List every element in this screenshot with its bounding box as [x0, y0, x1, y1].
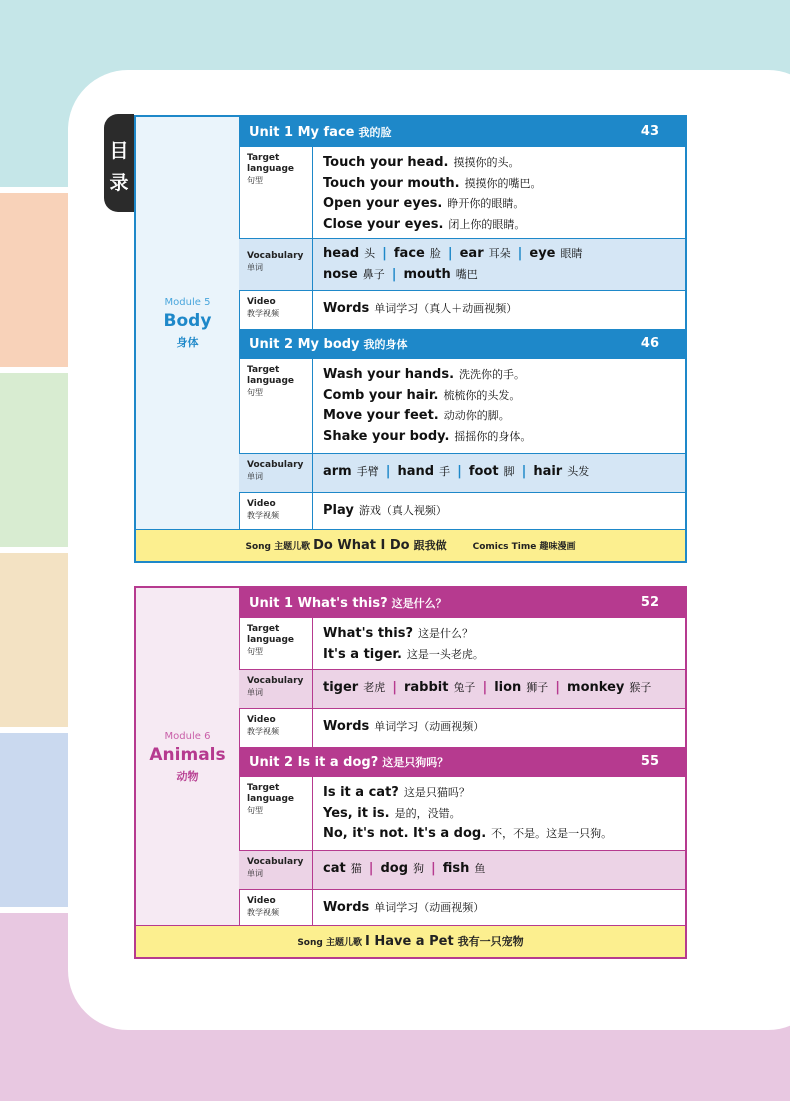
vocab-word-zh: 狗	[413, 862, 424, 875]
vocabulary-row	[239, 851, 685, 890]
vocab-word: mouth	[403, 266, 451, 282]
vocab-separator: |	[555, 680, 561, 695]
band-divider	[0, 907, 70, 913]
sentence: Open your eyes.	[323, 196, 443, 211]
vocab-word: tiger	[323, 680, 359, 695]
song-label: Song 主题儿歌	[245, 542, 311, 552]
sentence-zh: 动动你的脚。	[443, 409, 510, 422]
contents-tab-char: 录	[109, 172, 129, 194]
vocab-word-zh: 头发	[567, 465, 590, 478]
row-label-zh: 单词	[247, 263, 263, 272]
vocab-separator: |	[447, 246, 453, 261]
row-label-zh: 句型	[247, 806, 263, 815]
sentence: It's a tiger.	[323, 646, 402, 662]
vocab-word-zh: 鱼	[474, 862, 486, 875]
row-label-zh: 教学视频	[247, 727, 279, 736]
vocab-word-zh: 猴子	[629, 681, 652, 694]
song-bar	[136, 925, 685, 957]
vocab-separator: |	[382, 246, 387, 261]
unit-title-zh: 这是只狗吗？	[382, 756, 449, 769]
row-label-zh: 教学视频	[247, 511, 279, 520]
row-label-zh: 教学视频	[247, 908, 279, 917]
unit-header[interactable]	[239, 117, 685, 147]
vocab-word-zh: 脚	[503, 465, 515, 478]
sentence: Move your feet.	[323, 408, 439, 423]
video-title-zh: 单词学习（动画视频）	[374, 720, 485, 733]
vocab-word: cat	[323, 861, 346, 876]
unit-header[interactable]	[239, 588, 685, 618]
vocab-word: face	[393, 246, 425, 261]
sentence: No, it's not. It's a dog.	[323, 826, 487, 841]
video-title-zh: 单词学习（动画视频）	[374, 901, 485, 914]
vocab-word: eye	[529, 246, 556, 261]
video-title-zh: 单词学习（真人＋动画视频）	[374, 302, 518, 315]
target-language-row	[239, 618, 685, 670]
sentence-zh: 这是一头老虎。	[406, 647, 484, 661]
video-row	[239, 890, 685, 928]
vocabulary-row	[239, 670, 685, 709]
sentence-zh: 这是只猫吗？	[403, 786, 470, 799]
target-language-row	[239, 777, 685, 851]
sentence-zh: 洗洗你的手。	[459, 368, 526, 381]
vocab-separator: |	[385, 464, 391, 479]
sentence-zh: 这是什么？	[418, 627, 474, 640]
band-divider	[0, 727, 70, 733]
vocab-word: ear	[459, 246, 484, 261]
module-name-zh: 动物	[176, 770, 199, 783]
row-label: Vocabulary	[247, 857, 304, 867]
vocab-separator: |	[368, 861, 374, 876]
vocabulary-row	[239, 239, 685, 291]
contents-tab	[104, 114, 134, 212]
unit-page-number: 52	[640, 595, 659, 610]
unit-page-number: 55	[640, 754, 659, 769]
module-name: Body	[163, 311, 212, 331]
sentence: Comb your hair.	[323, 387, 439, 403]
row-label: Target language	[247, 153, 295, 174]
row-label: Target language	[247, 624, 295, 645]
song-label: Song 主题儿歌	[297, 938, 362, 948]
video-row	[239, 709, 685, 747]
vocab-word-zh: 脸	[429, 247, 441, 260]
vocab-word-zh: 头	[364, 247, 376, 260]
video-row	[239, 493, 685, 531]
vocab-word-zh: 眼睛	[560, 247, 583, 260]
vocab-word: nose	[323, 266, 358, 282]
video-title: Words	[323, 900, 370, 915]
target-language-row	[239, 359, 685, 454]
vocab-word-zh: 老虎	[363, 681, 386, 694]
sentence: Wash your hands.	[323, 367, 455, 382]
module-6-label-column	[136, 588, 240, 925]
vocab-word: lion	[494, 680, 522, 695]
sentence-zh: 闭上你的眼睛。	[448, 217, 526, 231]
song-bar	[136, 529, 685, 561]
module-5-block	[134, 115, 687, 563]
vocab-word-zh: 手	[439, 465, 451, 478]
vocab-separator: |	[457, 464, 462, 479]
vocab-word-zh: 耳朵	[488, 247, 511, 260]
unit-title-zh: 我的身体	[363, 338, 408, 351]
sentence: Shake your body.	[323, 428, 450, 444]
vocab-word: head	[323, 246, 360, 261]
vocab-separator: |	[517, 246, 523, 261]
sentence-zh: 是的，没错。	[394, 806, 461, 820]
sentence: Touch your head.	[323, 155, 449, 170]
video-row	[239, 291, 685, 329]
sentence-zh: 睁开你的眼睛。	[447, 197, 525, 210]
row-label-zh: 句型	[247, 647, 263, 656]
sentence: What's this?	[323, 626, 414, 641]
vocab-word-zh: 鼻子	[362, 267, 385, 281]
row-label-zh: 句型	[247, 388, 263, 397]
unit-title: Unit 2 Is it a dog?	[249, 755, 379, 770]
row-label-zh: 教学视频	[247, 309, 279, 318]
vocab-word: foot	[468, 464, 499, 479]
row-label-zh: 单词	[247, 688, 263, 697]
unit-title: Unit 1 My face	[249, 125, 355, 140]
band-divider	[0, 367, 70, 373]
song-title-zh: 我有一只宠物	[457, 935, 524, 948]
sentence: Close your eyes.	[323, 216, 444, 232]
row-label: Vocabulary	[247, 251, 304, 261]
unit-title-zh: 这是什么？	[391, 597, 447, 610]
unit-title-zh: 我的脸	[358, 126, 392, 139]
unit-title: Unit 1 What's this?	[249, 596, 388, 611]
comics-label: Comics Time 趣味漫画	[472, 542, 576, 552]
contents-tab-char: 目	[109, 140, 129, 162]
sentence-zh: 摸摸你的嘴巴。	[464, 176, 542, 190]
sentence-zh: 梳梳你的头发。	[443, 388, 521, 402]
row-label: Video	[247, 499, 276, 509]
vocab-separator: |	[431, 861, 436, 876]
row-label: Target language	[247, 783, 295, 804]
vocab-word: rabbit	[403, 680, 449, 695]
vocabulary-row	[239, 454, 685, 493]
module-6-block	[134, 586, 687, 959]
vocab-word-zh: 猫	[350, 862, 362, 875]
unit-header[interactable]	[239, 329, 685, 359]
vocab-word: hand	[397, 464, 435, 479]
vocab-word-zh: 手臂	[356, 465, 379, 478]
band-divider	[0, 547, 70, 553]
sentence: Touch your mouth.	[323, 175, 460, 191]
row-label: Target language	[247, 365, 295, 386]
song-title-zh: 跟我做	[413, 539, 447, 552]
unit-page-number: 46	[640, 336, 659, 351]
module-name: Animals	[149, 745, 226, 765]
vocab-word-zh: 兔子	[453, 681, 476, 694]
sentence: Yes, it is.	[323, 805, 390, 821]
sentence-zh: 摇摇你的身体。	[454, 429, 532, 443]
row-label: Video	[247, 297, 276, 307]
vocab-separator: |	[482, 680, 488, 695]
unit-title: Unit 2 My body	[249, 337, 360, 352]
row-label: Vocabulary	[247, 460, 304, 470]
video-title: Play	[323, 503, 354, 518]
song-title: Do What I Do	[313, 538, 410, 553]
module-5-label-column	[136, 117, 240, 529]
vocab-separator: |	[391, 266, 397, 282]
module-name-zh: 身体	[176, 336, 199, 349]
row-label: Vocabulary	[247, 676, 304, 686]
band-divider	[0, 187, 70, 193]
row-label: Video	[247, 715, 276, 725]
unit-header[interactable]	[239, 747, 685, 777]
vocab-word: monkey	[567, 680, 625, 695]
song-title: I Have a Pet	[364, 934, 454, 949]
vocab-word-zh: 狮子	[526, 681, 549, 694]
vocab-word: hair	[533, 464, 563, 479]
sentence: Is it a cat?	[323, 785, 399, 800]
row-label-zh: 单词	[247, 869, 263, 878]
row-label: Video	[247, 896, 276, 906]
vocab-word-zh: 嘴巴	[455, 267, 478, 281]
vocab-word: fish	[442, 861, 470, 876]
sentence-zh: 摸摸你的头。	[453, 156, 520, 169]
vocab-separator: |	[392, 680, 397, 695]
video-title: Words	[323, 719, 370, 734]
sentence-zh: 不，不是。这是一只狗。	[491, 827, 613, 840]
vocab-word: dog	[380, 861, 408, 876]
row-label-zh: 单词	[247, 472, 263, 481]
video-title: Words	[323, 301, 370, 316]
unit-page-number: 43	[640, 124, 659, 139]
vocab-separator: |	[521, 464, 527, 479]
target-language-row	[239, 147, 685, 239]
vocab-word: arm	[323, 464, 352, 479]
module-number: Module 6	[164, 731, 211, 742]
row-label-zh: 句型	[247, 176, 263, 185]
video-title-zh: 游戏（真人视频）	[358, 504, 447, 517]
module-number: Module 5	[164, 297, 211, 308]
